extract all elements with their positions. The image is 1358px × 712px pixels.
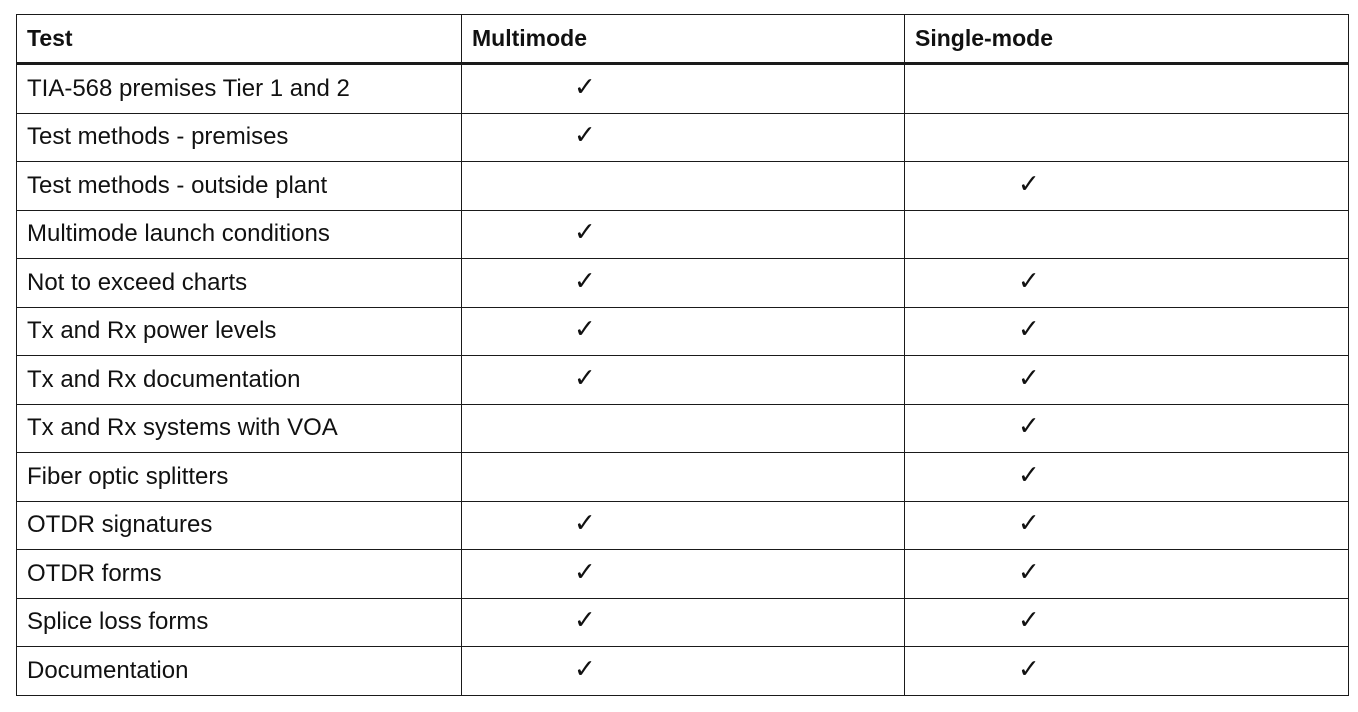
table-row	[17, 647, 1349, 696]
single-mode-cell	[905, 64, 1349, 114]
test-name-cell: Tx and Rx systems with VOA	[17, 404, 462, 453]
single-mode-cell	[905, 113, 1349, 162]
multimode-cell	[462, 598, 905, 647]
table-row	[17, 113, 1349, 162]
single-mode-cell	[905, 501, 1349, 550]
single-mode-cell	[905, 647, 1349, 696]
table-row	[17, 404, 1349, 453]
single-mode-cell	[905, 550, 1349, 599]
multimode-cell	[462, 453, 905, 502]
test-name-cell: OTDR signatures	[17, 501, 462, 550]
checkmark-icon: ✓	[1018, 314, 1040, 345]
single-mode-cell	[905, 210, 1349, 259]
multimode-cell	[462, 356, 905, 405]
multimode-cell	[462, 647, 905, 696]
checkmark-icon: ✓	[574, 120, 596, 151]
test-name-cell: Documentation	[17, 647, 462, 696]
multimode-cell	[462, 501, 905, 550]
single-mode-cell	[905, 404, 1349, 453]
multimode-cell	[462, 210, 905, 259]
header-test: Test	[17, 15, 462, 64]
header-multimode: Multimode	[462, 15, 905, 64]
checkmark-icon: ✓	[1018, 169, 1040, 200]
checkmark-icon: ✓	[1018, 654, 1040, 685]
test-name-cell: Tx and Rx documentation	[17, 356, 462, 405]
test-name-cell: Not to exceed charts	[17, 259, 462, 308]
test-name-cell: Tx and Rx power levels	[17, 307, 462, 356]
multimode-cell	[462, 113, 905, 162]
checkmark-icon: ✓	[574, 314, 596, 345]
multimode-cell	[462, 404, 905, 453]
checkmark-icon: ✓	[574, 72, 596, 103]
single-mode-cell	[905, 453, 1349, 502]
test-name-cell: TIA-568 premises Tier 1 and 2	[17, 64, 462, 114]
multimode-cell	[462, 307, 905, 356]
test-matrix-table-wrapper	[16, 14, 1348, 696]
checkmark-icon: ✓	[574, 363, 596, 394]
multimode-cell	[462, 64, 905, 114]
single-mode-cell	[905, 162, 1349, 211]
checkmark-icon: ✓	[1018, 557, 1040, 588]
single-mode-cell	[905, 356, 1349, 405]
table-row	[17, 501, 1349, 550]
checkmark-icon: ✓	[574, 217, 596, 248]
table-row	[17, 307, 1349, 356]
test-name-cell: Splice loss forms	[17, 598, 462, 647]
table-row	[17, 598, 1349, 647]
multimode-cell	[462, 259, 905, 308]
single-mode-cell	[905, 598, 1349, 647]
multimode-cell	[462, 162, 905, 211]
header-row	[17, 15, 1349, 64]
checkmark-icon: ✓	[1018, 605, 1040, 636]
test-name-cell: Multimode launch conditions	[17, 210, 462, 259]
test-name-cell: Fiber optic splitters	[17, 453, 462, 502]
checkmark-icon: ✓	[574, 266, 596, 297]
checkmark-icon: ✓	[1018, 508, 1040, 539]
checkmark-icon: ✓	[574, 557, 596, 588]
test-matrix-table	[16, 14, 1349, 696]
table-row	[17, 210, 1349, 259]
test-name-cell: Test methods - outside plant	[17, 162, 462, 211]
single-mode-cell	[905, 307, 1349, 356]
checkmark-icon: ✓	[1018, 460, 1040, 491]
table-header	[17, 15, 1349, 64]
single-mode-cell	[905, 259, 1349, 308]
test-name-cell: OTDR forms	[17, 550, 462, 599]
test-name-cell: Test methods - premises	[17, 113, 462, 162]
checkmark-icon: ✓	[574, 508, 596, 539]
checkmark-icon: ✓	[574, 654, 596, 685]
checkmark-icon: ✓	[574, 605, 596, 636]
table-row	[17, 162, 1349, 211]
table-row	[17, 259, 1349, 308]
header-single-mode: Single-mode	[905, 15, 1349, 64]
checkmark-icon: ✓	[1018, 266, 1040, 297]
checkmark-icon: ✓	[1018, 363, 1040, 394]
table-row	[17, 64, 1349, 114]
table-row	[17, 453, 1349, 502]
table-row	[17, 356, 1349, 405]
checkmark-icon: ✓	[1018, 411, 1040, 442]
table-body	[17, 64, 1349, 696]
table-row	[17, 550, 1349, 599]
multimode-cell	[462, 550, 905, 599]
